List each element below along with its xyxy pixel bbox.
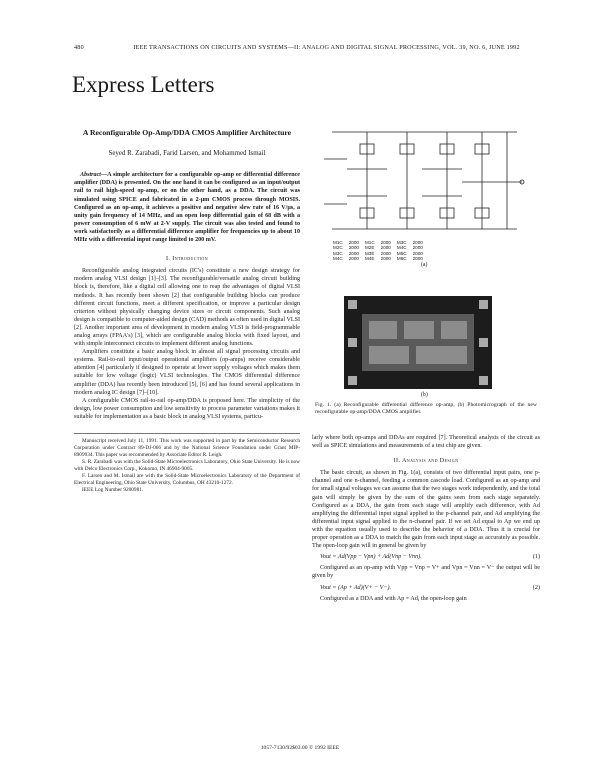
abstract-text: —A simple architecture for a configurable op-amp or differential difference amplifier (DDA) is presented. On the one hand it can be configured as an input/output rail to rail high-speed op-amp, or on the other hand, as a DDA. The circuit was simulated using SPICE and fabricated in a 2-μm CMOS process through MOSIS. Configured as an op-amp, it achieves a positive and negative slew rate of 16 V/μs, a unity gain frequency of 14 MHz, and an open loop differential gain of 68 dB with a power consumption of 6 mW at 2-V supply. The circuit was also tested and found to work satisfactorily as a differential difference amplifier for frequencies up to about 10 MHz with a differential input range limited to 200 mV.	[74, 172, 300, 244]
running-header	[74, 44, 539, 51]
paper-authors: Seyed R. Zarabadi, Farid Larsen, and Mohammed Ismail	[108, 150, 266, 158]
abstract-label: Abstract	[80, 172, 101, 179]
equation-2-number: (2)	[532, 584, 540, 591]
paper-title: A Reconfigurable Op-Amp/DDA CMOS Amplifier Architecture	[82, 128, 292, 137]
analysis-paragraph-1: The basic circuit, as shown in Fig. 1(a), consists of two differential input pairs, one p-channel and one n-channel, feeding a common cascode load. Configured as an op-amp and for small signal voltages we can assume that the two stages work independently, and the total gain will simply be given by the sum of the gains seen from each stage separately. Configured as a DDA, the gain from each stage will amplify each difference, with Ad amplifying the differential input signal applied to the p-channel pair, and Ad amplifying the differential input signal applied to the n-channel pair. If we set Ad equal to Ap we end up with the equation usually used to describe the behavior of a DDA. Thus it is crucial for proper operation as a DDA to match the gain from each input stage as accurately as possible. The open-loop gain will in general be given by	[312, 470, 540, 550]
abstract	[74, 171, 300, 244]
equation-1-number: (1)	[532, 554, 540, 561]
footnote	[74, 433, 300, 494]
analysis-paragraph-2: Configured as an op-amp with Vpp = Vnp = V+ and Vpn = Vnn = V− the output will be given by	[312, 565, 540, 580]
footnote-manuscript: Manuscript received July 11, 1991. This work was supported in part by the Semiconductor Research Corporation under Contract 89-DJ-066 and by the National Science Foundation under Grant MIP-8909934. This paper was recommended by Associate Editor R. Leigh.	[74, 438, 300, 459]
table-row: M1C 2000 M1C 2000 M3C 2000	[333, 240, 423, 245]
footnote-log: IEEE Log Number 9200981.	[82, 487, 144, 494]
footnote-author-1: S. R. Zarabadi was with the Solid-State Microelectronics Laboratory, Ohio State University. He is now with Delco Electronics Corp., Kokomo, IN 46904-9005.	[74, 459, 300, 473]
equation-2	[320, 584, 540, 592]
equation-1	[320, 553, 540, 561]
left-column	[74, 123, 300, 494]
section-title: Express Letters	[72, 72, 215, 97]
figure-label-a: (a)	[421, 262, 428, 268]
equation-1-body: Vout = Ad(Vpp − Vpn) + Ad(Vnp − Vnn).	[320, 554, 422, 561]
figure-caption: Fig. 1. (a) Reconfigurable differential difference op-amp, (b) Photomicrograph of the new reconfigurable op-amp/DDA CMOS amplifier.	[315, 402, 537, 416]
transistor-size-table	[330, 240, 426, 261]
intro-paragraph-2: Amplifiers constitute a basic analog block in almost all signal processing circuits and systems. Rail-to-rail input/output operational amplifiers (op-amps) receive considerable attention [4] particularly if designed to operate at lower supply voltages which makes them suitable for low voltage (logic) VLSI technologies. The CMOS differential difference amplifier (DDA) has recently been introduced [5], [6] and has found several applications in modern analog IC design [7]–[10].	[74, 349, 300, 396]
table-row: M4C 2000 M4E 2000 M6C 2000	[333, 255, 423, 261]
intro-heading: I. Introduction	[166, 256, 208, 263]
table-row: M2C 2000 M2E 2000 M4C 2000	[333, 245, 423, 251]
page-number: 480	[74, 44, 84, 51]
photomicrograph	[344, 296, 492, 389]
journal-title: IEEE TRANSACTIONS ON CIRCUITS AND SYSTEMS—II: ANALOG AND DIGITAL SIGNAL PROCESSING, VOL. 39, NO. 6, JUNE 1992	[133, 44, 520, 51]
table-row: M3C 2000 M3E 2000 M5C 2000	[333, 250, 423, 256]
equation-2-body: Vout = (Ap + Ad)(V+ − V−).	[320, 584, 392, 591]
intro-paragraph-3: A configurable CMOS rail-to-rail op-amp/DDA is proposed here. The simplicity of the design, low power consumption and low sensitivity to process parameter variations makes it suitable for implementation as a basic block in analog VLSI systems, particu-	[74, 397, 300, 420]
analysis-paragraph-3: Configured as a DDA and with Ap = Ad, the open-loop gain	[320, 595, 467, 602]
footnote-author-2: F. Larsen and M. Ismail are with the Solid-State Microelectronics Laboratory of the Department of Electrical Engineering, Ohio State University, Columbus, OH 43210-1272.	[74, 473, 300, 487]
intro-paragraph-1: Reconfigurable analog integrated circuits (IC's) constitute a new design strategy for modern analog VLSI design [1]–[3]. The reconfigurable/versatile analog circuit building block is, therefore, like a digital cell allowing one to reap the advantages of digital VLSI methods. It has recently been shown [2] that configurable building blocks can produce different circuit functions, meet a different specification, or improve a particular design criterion without physically changing device sizes or circuit components. Such analog design is compatible to computer-aided design (CAD) methods as often used in digital VLSI [2]. Another important area of development in modern analog VLSI is field-programmable analog arrays (FPAA's) [3], which are configurable analog blocks with fixed layout, and with simple interconnect circuits to implement different analog functions.	[74, 268, 300, 348]
copyright-footer: 1057-7130/92$03.00 © 1992 IEEE	[260, 745, 340, 751]
right-column-text	[312, 434, 540, 603]
analysis-heading: II. Analysis and Design	[393, 458, 459, 465]
figure-label-b: (b)	[421, 392, 428, 398]
continued-paragraph: larly where both op-amps and DDAs are required [7]. Theoretical analysis of the circuit as well as SPICE simulations and measurements of a test chip are given.	[312, 435, 540, 450]
